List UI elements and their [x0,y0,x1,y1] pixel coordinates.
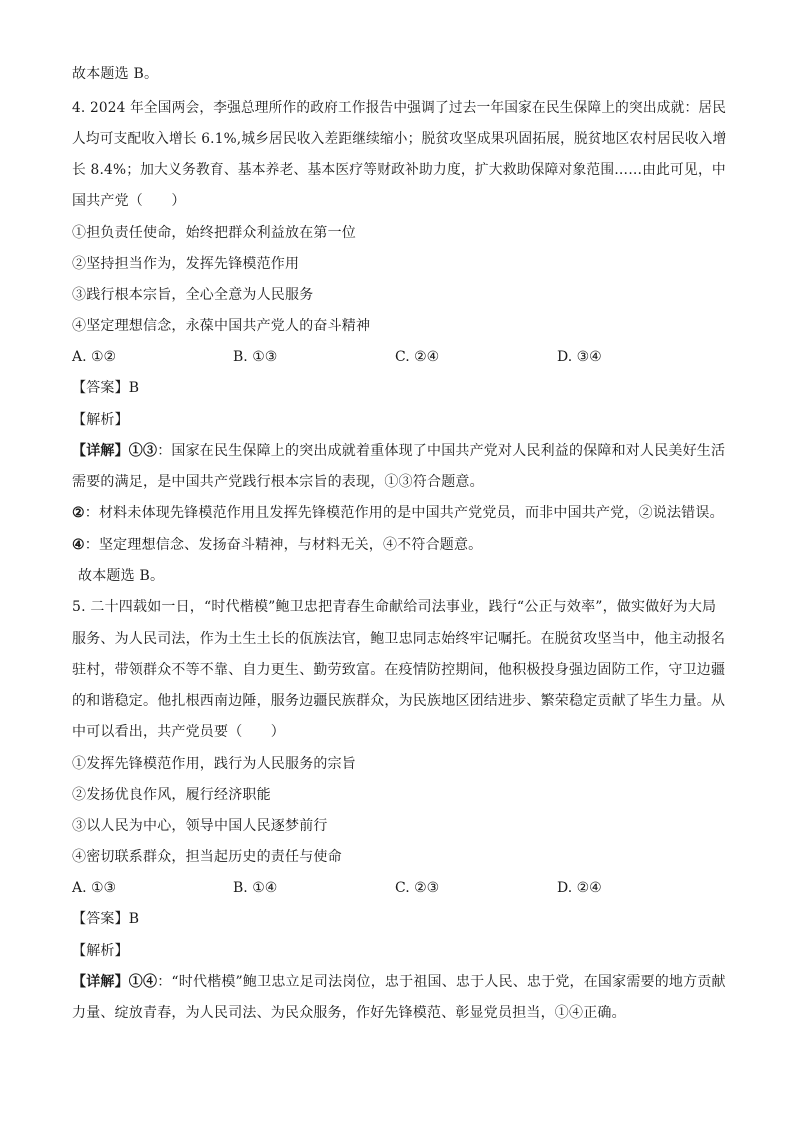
q4-answer: 【答案】B [72,380,140,396]
q5-option-d: D. ②④ [557,880,602,896]
q4-option-b: B. ①③ [233,349,278,365]
q4-detail-text-1: ：国家在民生保障上的突出成就着重体现了中国共产党对人民利益的保障和对人民美好生活 [157,443,726,459]
q5-detail-line-2: 力量、绽放青春，为人民司法、为民众服务，作好先锋模范、彰显党员担当，①④正确。 [72,1005,626,1021]
q4-option-c: C. ②④ [395,349,440,365]
q4-note2-label: ② [72,505,85,521]
q4-detail-line-2: 需要的满足，是中国共产党践行根本宗旨的表现，①③符合题意。 [72,474,484,490]
q4-note-2 [72,503,724,523]
q4-note4-label: ④ [72,537,85,553]
q5-statement-4: ④密切联系群众，担当起历史的责任与使命 [72,849,342,865]
q4-stem-line-2: 人均可支配收入增长 6.1%,城乡居民收入差距继续缩小；脱贫攻坚成果巩固拓展，脱贫地区农村居民收入增 [72,131,727,147]
q4-note2-text: ：材料未体现先锋模范作用且发挥先锋模范作用的是中国共产党党员，而非中国共产党，②说法错误。 [84,505,724,521]
q4-stem-line-1: 4. 2024 年全国两会，李强总理所作的政府工作报告中强调了过去一年国家在民生保障上的突出成就：居民 [72,100,727,116]
q5-stem-line-4: 的和谐稳定。他扎根西南边陲，服务边疆民族群众，为民族地区团结进步、繁荣稳定贡献了毕生力量。从 [72,693,726,709]
q4-statement-3: ③践行根本宗旨，全心全意为人民服务 [72,287,314,303]
q5-statement-2: ②发扬优良作风，履行经济职能 [72,787,271,803]
q4-option-d: D. ③④ [557,349,602,365]
q4-analysis-label: 【解析】 [72,412,129,428]
q4-detail-label: 【详解】①③ [72,443,158,459]
q4-note-4 [72,535,482,555]
q5-option-a: A. ①③ [72,880,117,896]
q5-stem-line-1: 5. 二十四载如一日，“时代楷模”鲍卫忠把青春生命献给司法事业，践行“公正与效率”，做实做好为大局 [72,599,717,615]
q4-conclusion: 故本题选 B。 [78,568,165,584]
q5-option-b: B. ①④ [233,880,278,896]
q5-stem-line-5: 中可以看出，共产党员要（ ） [72,724,285,740]
q5-detail-line-1 [72,972,726,992]
q5-detail-text-1: ：“时代楷模”鲍卫忠立足司法岗位，忠于祖国、忠于人民、忠于党，在国家需要的地方贡献 [157,974,726,990]
q4-stem-line-3: 长 8.4%；加大义务教育、基本养老、基本医疗等财政补助力度，扩大救助保障对象范围……由此可见，中 [72,162,726,178]
q5-detail-label: 【详解】①④ [72,974,158,990]
q4-statement-4: ④坚定理想信念，永葆中国共产党人的奋斗精神 [72,318,371,334]
q4-statement-1: ①担负责任使命，始终把群众利益放在第一位 [72,225,356,241]
q4-stem-line-4: 国共产党（ ） [72,193,186,209]
q4-option-a: A. ①② [72,349,117,365]
q5-stem-line-3: 驻村，带领群众不等不靠、自力更生、勤劳致富。在疫情防控期间，他积极投身强边固防工作，守卫边疆 [72,662,726,678]
q5-analysis-label: 【解析】 [72,943,129,959]
carryover-conclusion: 故本题选 B。 [72,66,159,82]
q4-statement-2: ②坚持担当作为，发挥先锋模范作用 [72,256,300,272]
q5-statement-3: ③以人民为中心，领导中国人民逐梦前行 [72,818,328,834]
q5-statement-1: ①发挥先锋模范作用，践行为人民服务的宗旨 [72,756,356,772]
q4-detail-line-1 [72,441,725,461]
q5-answer: 【答案】B [72,911,140,927]
q5-option-c: C. ②③ [395,880,440,896]
q4-note4-text: ：坚定理想信念、发扬奋斗精神，与材料无关，④不符合题意。 [84,537,483,553]
q5-stem-line-2: 服务、为人民司法，作为土生土长的佤族法官，鲍卫忠同志始终牢记嘱托。在脱贫攻坚当中，他主动报名 [72,631,726,647]
